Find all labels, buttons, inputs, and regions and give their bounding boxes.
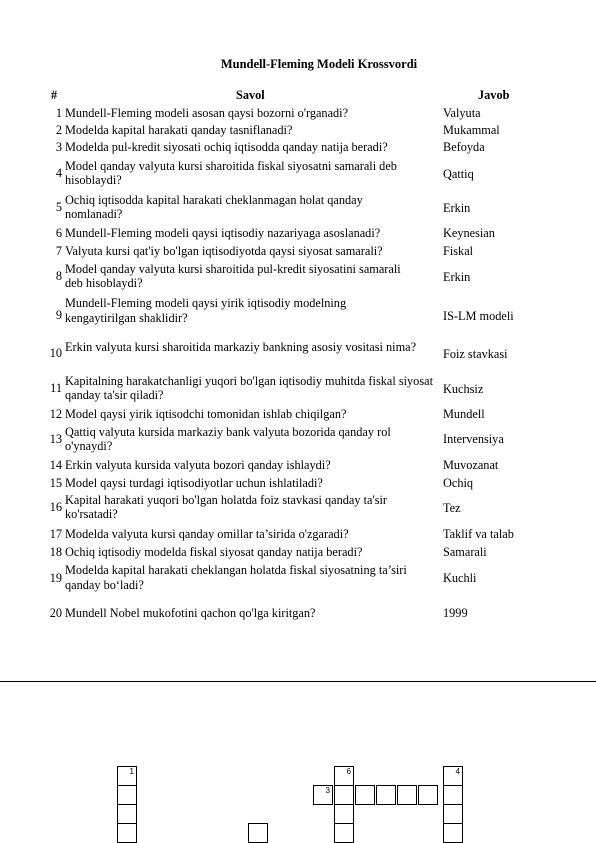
row-answer: Samarali	[443, 545, 487, 559]
row-answer: 1999	[443, 606, 468, 620]
row-question: Mundell-Fleming modeli qaysi iqtisodiy nazariyaga asoslanadi?	[65, 226, 381, 240]
row-answer: Kuchli	[443, 571, 477, 585]
clue-number: 1	[129, 767, 134, 776]
crossword-cell[interactable]	[418, 785, 438, 805]
row-number: 15	[49, 476, 62, 490]
row-answer: Befoyda	[443, 140, 485, 154]
row-answer: Erkin	[443, 201, 471, 215]
clue-number: 4	[455, 767, 460, 776]
row-answer: Taklif va talab	[443, 527, 514, 541]
row-answer: Valyuta	[443, 106, 481, 120]
crossword-cell[interactable]	[313, 785, 333, 805]
row-question: Kapital harakati yuqori bo'lgan holatda foiz stavkasi qanday ta'sir ko'rsatadi?	[65, 493, 388, 521]
row-question: Modelda kapital harakati qanday tasniflanadi?	[65, 123, 293, 137]
row-answer: Foiz stavkasi	[443, 347, 508, 361]
crossword-cell[interactable]	[334, 785, 354, 805]
crossword-cell[interactable]	[376, 785, 396, 805]
row-answer: Intervensiya	[443, 432, 504, 446]
crossword-cell[interactable]	[397, 785, 417, 805]
row-number: 13	[49, 432, 62, 446]
row-question: Mundell-Fleming modeli qaysi yirik iqtisodiy modelning kengaytirilgan shaklidir?	[65, 296, 347, 325]
row-answer: Mundell	[443, 407, 485, 421]
row-question: Erkin valyuta kursida valyuta bozori qanday ishlaydi?	[65, 458, 331, 472]
row-number: 20	[49, 606, 62, 620]
row-answer: Kuchsiz	[443, 382, 484, 396]
crossword-cell[interactable]	[334, 766, 354, 786]
row-answer: Muvozanat	[443, 458, 499, 472]
crossword-cell[interactable]	[117, 823, 137, 843]
row-question: Ochiq iqtisodda kapital harakati cheklanmagan holat qanday nomlanadi?	[65, 193, 363, 221]
crossword-cell[interactable]	[117, 766, 137, 786]
clue-number: 3	[325, 786, 330, 795]
header-answer: Javob	[478, 88, 510, 102]
crossword-cell[interactable]	[117, 785, 137, 805]
row-question: Valyuta kursi qat'iy bo'lgan iqtisodiyotda qaysi siyosat samarali?	[65, 244, 383, 258]
row-question: Modelda kapital harakati cheklangan holatda fiskal siyosatning ta’siri qanday bo‘ladi?	[65, 563, 407, 592]
row-number: 6	[55, 226, 62, 240]
crossword-cell[interactable]	[443, 785, 463, 805]
row-question: Ochiq iqtisodiy modelda fiskal siyosat qanday natija beradi?	[65, 545, 363, 559]
row-answer: IS-LM modeli	[443, 309, 514, 323]
row-number: 8	[55, 269, 62, 283]
row-question: Model qanday valyuta kursi sharoitida pul-kredit siyosatini samarali deb hisoblaydi?	[65, 262, 401, 290]
row-question: Modelda valyuta kursi qanday omillar ta’sirida o'zgaradi?	[65, 527, 349, 541]
row-answer: Qattiq	[443, 167, 474, 181]
header-question: Savol	[236, 88, 265, 102]
crossword-cell[interactable]	[334, 823, 354, 843]
row-answer: Fiskal	[443, 244, 474, 258]
row-number: 12	[49, 407, 62, 421]
row-answer: Erkin	[443, 270, 471, 284]
row-number: 17	[49, 527, 62, 541]
crossword-cell[interactable]	[443, 766, 463, 786]
row-answer: Keynesian	[443, 226, 495, 240]
row-number: 1	[55, 106, 62, 120]
clue-number: 6	[346, 767, 351, 776]
row-answer: Ochiq	[443, 476, 474, 490]
row-question: Model qaysi yirik iqtisodchi tomonidan ishlab chiqilgan?	[65, 407, 347, 421]
row-number: 3	[55, 140, 62, 154]
crossword-cell[interactable]	[117, 804, 137, 824]
row-question: Qattiq valyuta kursida markaziy bank valyuta bozorida qanday rol o'ynaydi?	[65, 425, 391, 453]
row-number: 2	[55, 123, 62, 137]
crossword-cell[interactable]	[443, 804, 463, 824]
crossword-cell[interactable]	[334, 804, 354, 824]
row-number: 4	[55, 166, 62, 180]
row-answer: Tez	[443, 501, 461, 515]
row-number: 14	[49, 458, 62, 472]
row-question: Model qaysi turdagi iqtisodiyotlar uchun ishlatiladi?	[65, 476, 323, 490]
row-number: 9	[55, 308, 62, 322]
row-number: 7	[55, 244, 62, 258]
row-question: Erkin valyuta kursi sharoitida markaziy bankning asosiy vositasi nima?	[65, 340, 417, 354]
row-question: Mundell-Fleming modeli asosan qaysi bozorni o'rganadi?	[65, 106, 349, 120]
crossword-cell[interactable]	[248, 823, 268, 843]
crossword-cell[interactable]	[443, 823, 463, 843]
row-number: 16	[49, 500, 62, 514]
header-number: #	[51, 88, 58, 102]
row-number: 5	[55, 200, 62, 214]
row-question: Mundell Nobel mukofotini qachon qo'lga kiritgan?	[65, 606, 316, 620]
page-title: Mundell-Fleming Modeli Krossvordi	[220, 57, 418, 71]
row-number: 18	[49, 545, 62, 559]
crossword-cell[interactable]	[355, 785, 375, 805]
row-number: 10	[49, 346, 62, 360]
row-question: Model qanday valyuta kursi sharoitida fiskal siyosatni samarali deb hisoblaydi?	[65, 159, 397, 187]
row-number: 11	[50, 381, 62, 395]
row-answer: Mukammal	[443, 123, 500, 137]
row-question: Modelda pul-kredit siyosati ochiq iqtisodda qanday natija beradi?	[65, 140, 388, 154]
row-question: Kapitalning harakatchanligi yuqori bo'lgan iqtisodiy muhitda fiskal siyosat qanday ta'sir qiladi?	[65, 374, 433, 402]
row-number: 19	[49, 571, 62, 585]
